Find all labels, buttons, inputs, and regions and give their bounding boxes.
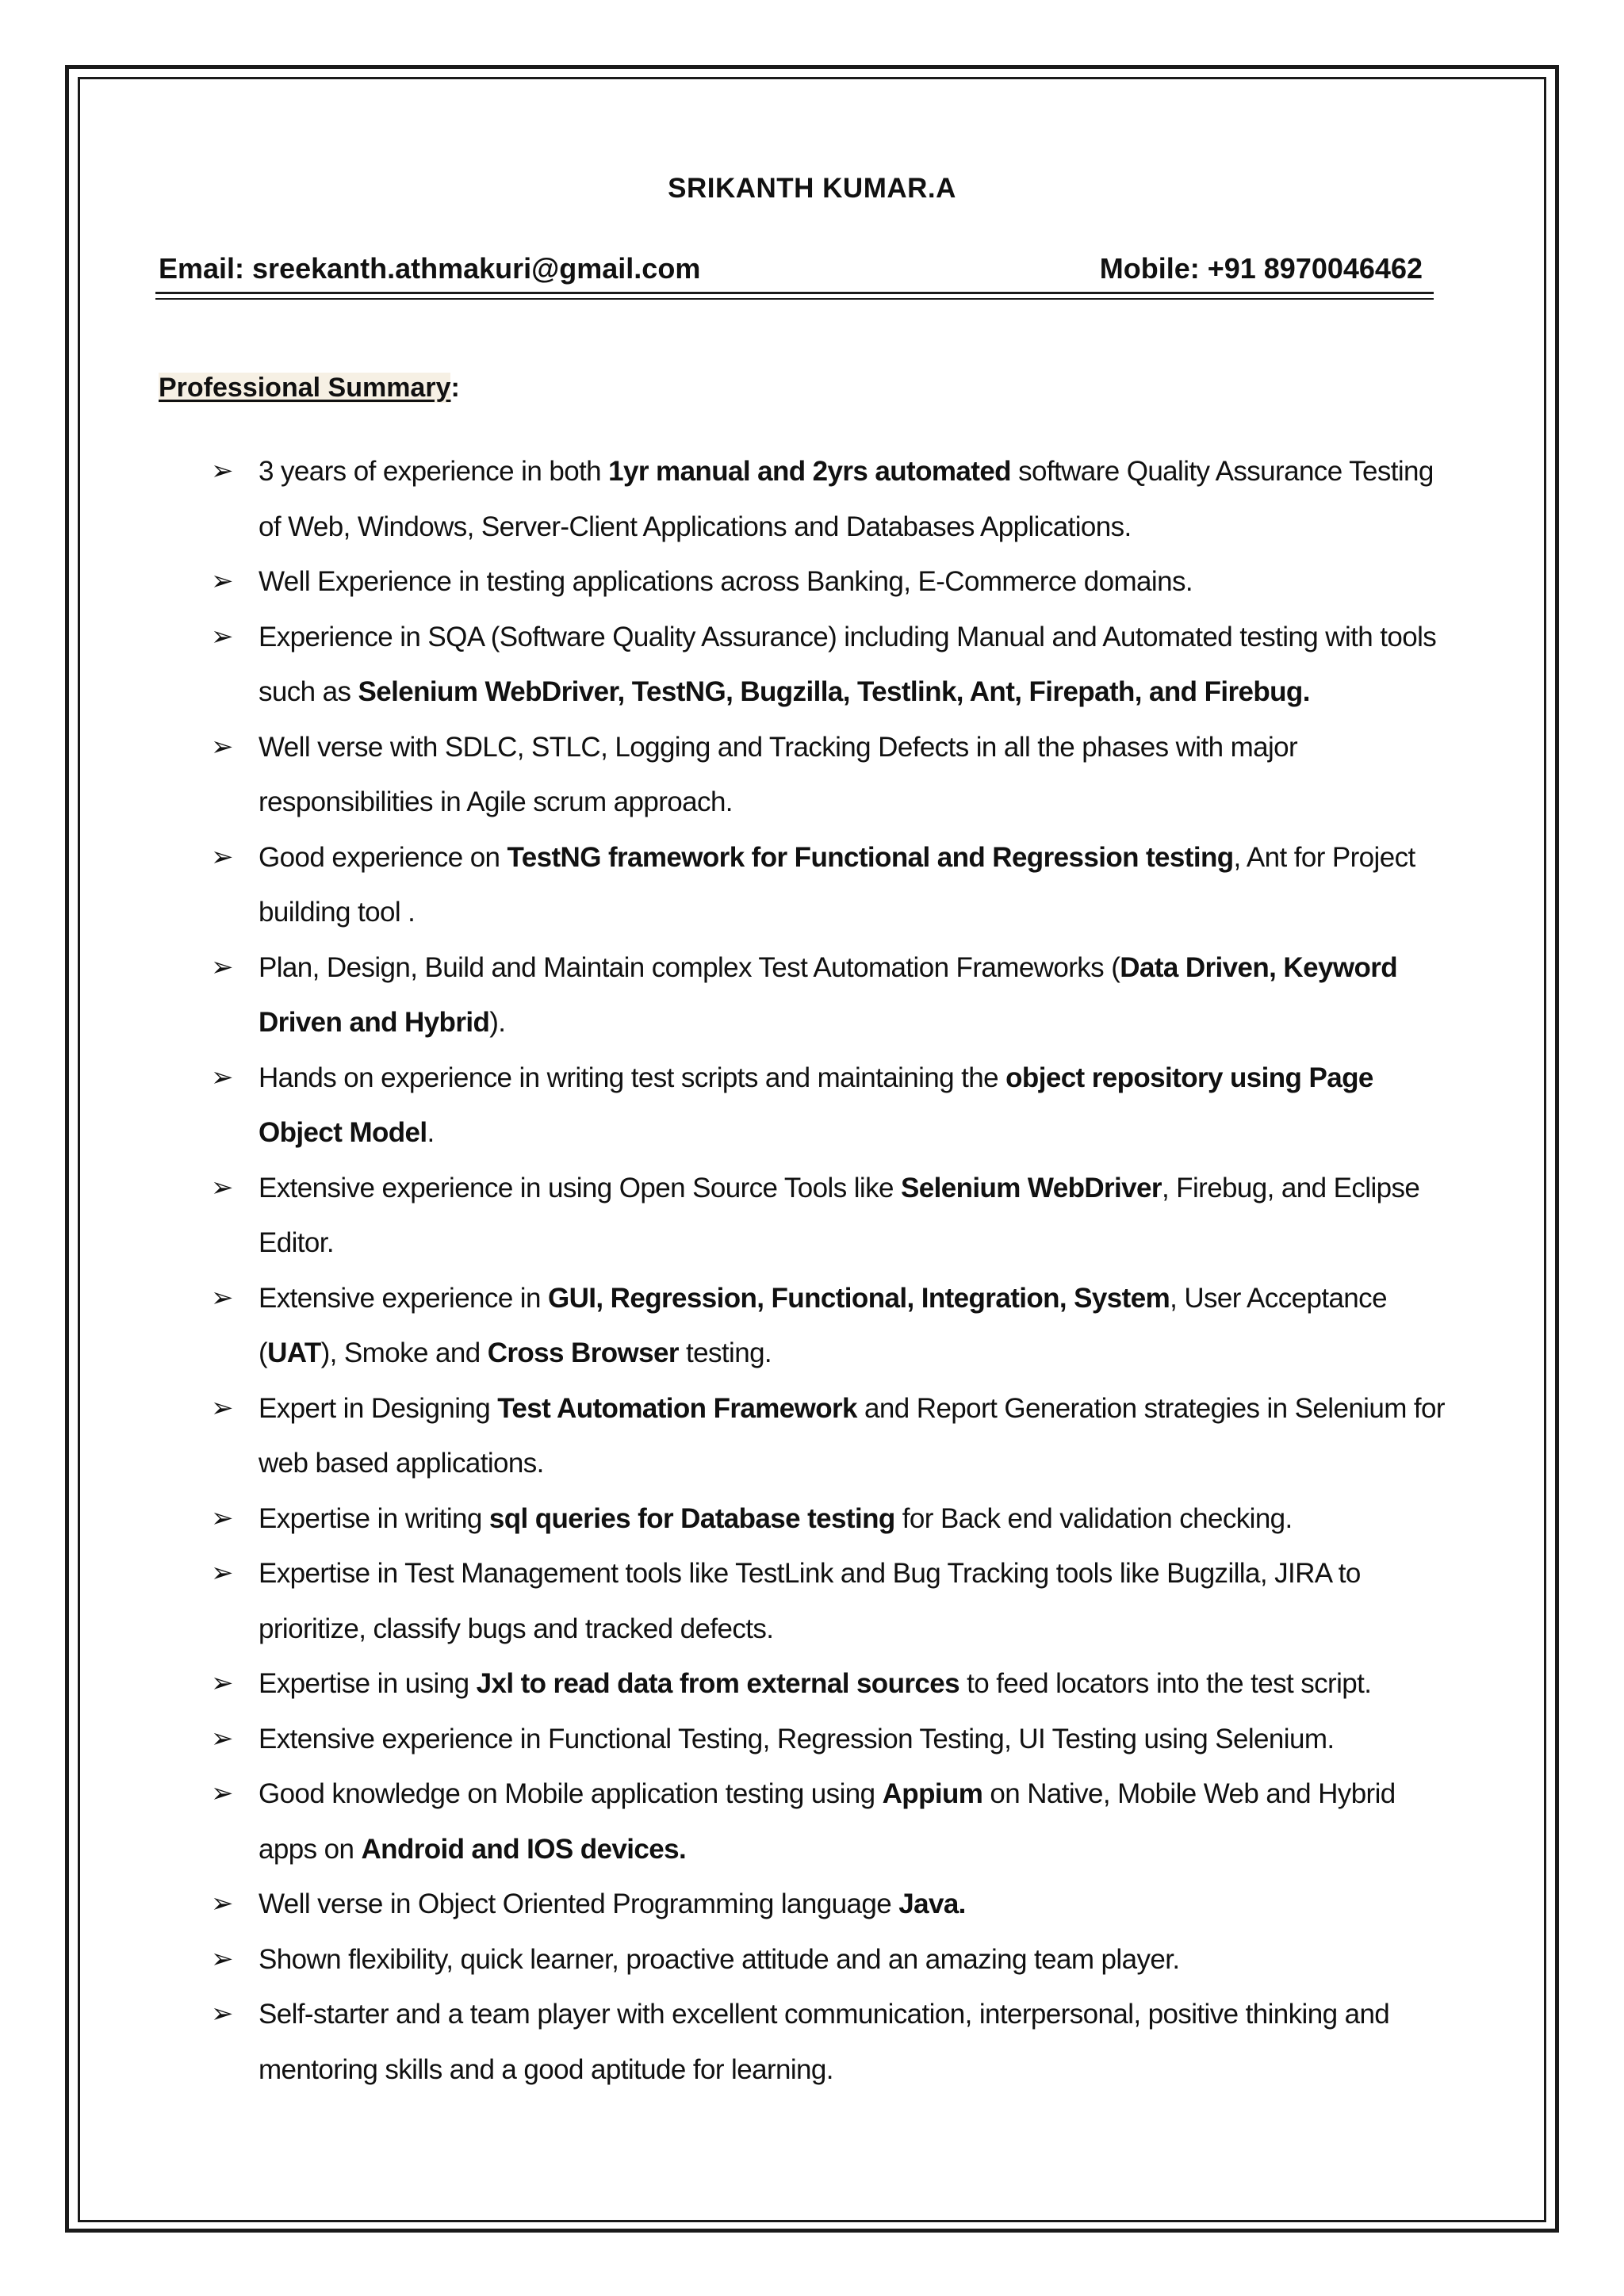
arrow-bullet-icon: ➢ [211,1282,233,1313]
summary-item-text: Extensive experience in [259,1282,548,1314]
arrow-bullet-icon: ➢ [211,1888,233,1919]
summary-item-text: Good experience on [259,841,508,873]
header-divider [155,292,1434,294]
summary-item-text: ), Smoke and [320,1337,488,1368]
summary-item-text: testing. [678,1337,772,1368]
summary-item-text: , User Acceptance ( [259,1282,1387,1368]
summary-item-text: for Back end validation checking. [894,1502,1293,1534]
summary-item-text: Hands on experience in writing test scripts and maintaining the [259,1062,1006,1093]
summary-item-bold-text: Java. [898,1888,966,1919]
summary-item-text: software Quality Assurance Testing of Web, Windows, Server-Client Applications and Databases Applications. [259,456,1434,542]
arrow-bullet-icon: ➢ [211,841,233,872]
summary-item-text: on Native, Mobile Web and Hybrid apps on [259,1778,1396,1865]
summary-item-text: Expert in Designing [259,1392,498,1424]
arrow-bullet-icon: ➢ [211,1392,233,1423]
arrow-bullet-icon: ➢ [211,1999,233,2029]
summary-item-text: Expertise in Test Management tools like TestLink and Bug Tracking tools like Bugzilla, JIRA to prioritize, classify bugs and tracked defects. [259,1558,1361,1644]
summary-item-text: , Ant for Project building tool . [259,841,1415,928]
section-title-colon: : [450,373,460,403]
arrow-bullet-icon: ➢ [211,1172,233,1203]
summary-item-text: Expertise in writing [259,1502,489,1534]
summary-item-text: Well verse with SDLC, STLC, Logging and Tracking Defects in all the phases with major responsibilities in Agile scrum approach. [259,731,1298,817]
arrow-bullet-icon: ➢ [211,1558,233,1588]
summary-item-bold-text: Selenium WebDriver, TestNG, Bugzilla, Testlink, Ant, Firepath, and Firebug. [358,676,1310,707]
summary-item [211,830,1448,940]
arrow-bullet-icon: ➢ [211,1943,233,1974]
summary-item [211,1877,1448,1932]
summary-item [211,1271,1448,1381]
summary-item-text: to feed locators into the test script. [959,1668,1372,1699]
summary-item-text: Shown flexibility, quick learner, proactive attitude and an amazing team player. [259,1943,1180,1975]
summary-item [211,610,1448,720]
summary-item-text: Well verse in Object Oriented Programming language [259,1888,899,1919]
summary-item [211,720,1448,830]
summary-item-text: Extensive experience in Functional Testing, Regression Testing, UI Testing using Selenium. [259,1723,1335,1755]
summary-item [211,1712,1448,1767]
section-title-professional-summary [159,373,460,404]
arrow-bullet-icon: ➢ [211,456,233,486]
summary-item-text: Self-starter and a team player with excellent communication, interpersonal, positive thinking and mentoring skills and a good aptitude for learning. [259,1999,1390,2085]
summary-item [211,1766,1448,1877]
arrow-bullet-icon: ➢ [211,1723,233,1754]
section-title-text: Professional Summary [159,373,451,403]
arrow-bullet-icon: ➢ [211,566,233,596]
arrow-bullet-icon: ➢ [211,1778,233,1808]
summary-item [211,1050,1448,1161]
summary-item-bold-text: Selenium WebDriver [900,1172,1162,1203]
summary-item-text: Extensive experience in using Open Source Tools like [259,1172,901,1203]
summary-item-text: and Report Generation strategies in Selenium for web based applications. [259,1392,1445,1479]
summary-item [211,940,1448,1050]
candidate-name: SRIKANTH KUMAR.A [668,173,956,204]
summary-item [211,1987,1448,2097]
summary-item [211,1161,1448,1271]
summary-item [211,1932,1448,1988]
summary-item-bold-text: Android and IOS devices. [361,1833,687,1865]
email-text: Email: sreekanth.athmakuri@gmail.com [159,252,701,285]
summary-item-bold-text: Cross Browser [487,1337,679,1368]
mobile-text: Mobile: +91 8970046462 [1099,252,1423,285]
summary-item-text: Expertise in using [259,1668,477,1699]
arrow-bullet-icon: ➢ [211,951,233,982]
summary-item-bold-text: UAT [267,1337,321,1368]
summary-item-text: Plan, Design, Build and Maintain complex Test Automation Frameworks ( [259,951,1120,983]
arrow-bullet-icon: ➢ [211,1062,233,1093]
summary-item-bold-text: Appium [882,1778,983,1809]
summary-item-bold-text: Test Automation Framework [497,1392,857,1424]
summary-item [211,1546,1448,1656]
summary-item [211,1656,1448,1712]
summary-item-text: Well Experience in testing applications across Banking, E-Commerce domains. [259,566,1193,597]
arrow-bullet-icon: ➢ [211,731,233,762]
summary-item [211,444,1448,554]
summary-item-text: 3 years of experience in both [259,456,609,487]
contact-line [159,252,1423,292]
summary-item-bold-text: Jxl to read data from external sources [476,1668,959,1699]
summary-item-bold-text: 1yr manual and 2yrs automated [608,456,1011,487]
summary-item-text: ). [489,1007,506,1038]
arrow-bullet-icon: ➢ [211,1502,233,1533]
summary-item-text: , Firebug, and Eclipse Editor. [259,1172,1420,1258]
summary-item-bold-text: TestNG framework for Functional and Regression testing [507,841,1234,873]
summary-item [211,1381,1448,1491]
summary-item-text: . [427,1117,435,1148]
summary-list [211,444,1448,2097]
summary-item-bold-text: object repository using Page Object Model [259,1062,1373,1148]
summary-item-bold-text: GUI, Regression, Functional, Integration, System [547,1282,1170,1314]
arrow-bullet-icon: ➢ [211,1668,233,1698]
arrow-bullet-icon: ➢ [211,621,233,652]
summary-item-bold-text: sql queries for Database testing [488,1502,895,1534]
summary-item-text: Good knowledge on Mobile application testing using [259,1778,883,1809]
summary-item-text: Experience in SQA (Software Quality Assurance) including Manual and Automated testing with tools such as [259,621,1437,707]
header-divider-secondary [155,298,1434,300]
summary-item [211,1491,1448,1547]
summary-item [211,554,1448,610]
summary-item-bold-text: Data Driven, Keyword Driven and Hybrid [259,951,1398,1038]
